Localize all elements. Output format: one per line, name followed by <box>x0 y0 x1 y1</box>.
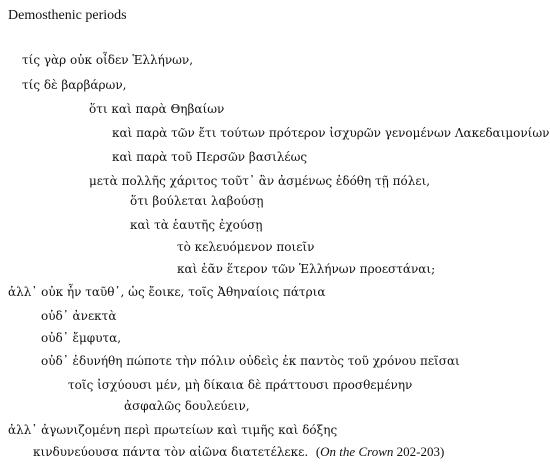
period-line-final <box>33 444 444 460</box>
page-heading: Demosthenic periods <box>8 8 127 23</box>
citation-sections: 202-203 <box>396 444 440 459</box>
period-line: τὸ κελευόμενον ποιεῖν <box>177 240 315 254</box>
period-line: οὐδ᾽ ἐδυνήθη πώποτε τὴν πόλιν οὐδεὶς ἐκ παντὸς τοῦ χρόνου πεῖσαι <box>41 354 460 368</box>
period-line: ὅτι βούλεται λαβούσῃ <box>130 194 264 208</box>
period-line: ἀλλ᾽ ἀγωνιζομένη περὶ πρωτείων καὶ τιμῆς καὶ δόξης <box>8 423 338 437</box>
citation: (On the Crown 202-203) <box>315 444 445 459</box>
period-line: καὶ παρὰ τῶν ἔτι τούτων πρότερον ἰσχυρῶν γενομένων Λακεδαιμονίων <box>112 126 550 140</box>
period-line: καὶ τὰ ἑαυτῆς ἐχούσῃ <box>130 218 263 232</box>
period-line: μετὰ πολλῆς χάριτος τοῦτ᾽ ἂν ἀσμένως ἐδόθη τῇ πόλει, <box>89 174 431 188</box>
citation-title: On the Crown <box>320 444 394 459</box>
period-line: τίς γὰρ οὐκ οἶδεν Ἑλλήνων, <box>22 53 194 67</box>
period-line-text: κινδυνεύουσα πάντα τὸν αἰῶνα διατετέλεκε. <box>33 445 309 459</box>
period-line: τίς δὲ βαρβάρων, <box>22 78 127 92</box>
period-line: ἀλλ᾽ οὐκ ἦν ταῦθ᾽, ὡς ἔοικε, τοῖς Ἀθηναίοις πάτρια <box>8 285 326 299</box>
period-line: οὐδ᾽ ἔμφυτα, <box>41 331 122 345</box>
period-line: καὶ ἐᾶν ἕτερον τῶν Ἑλλήνων προεστάναι; <box>177 262 436 276</box>
period-line: τοῖς ἰσχύουσι μέν, μὴ δίκαια δὲ πράττουσι προσθεμένην <box>68 378 413 392</box>
period-line: οὐδ᾽ ἀνεκτὰ <box>41 309 117 323</box>
period-line: ὅτι καὶ παρὰ Θηβαίων <box>89 102 225 116</box>
period-line: καὶ παρὰ τοῦ Περσῶν βασιλέως <box>112 150 308 164</box>
period-line: ἀσφαλῶς δουλεύειν, <box>124 399 250 413</box>
